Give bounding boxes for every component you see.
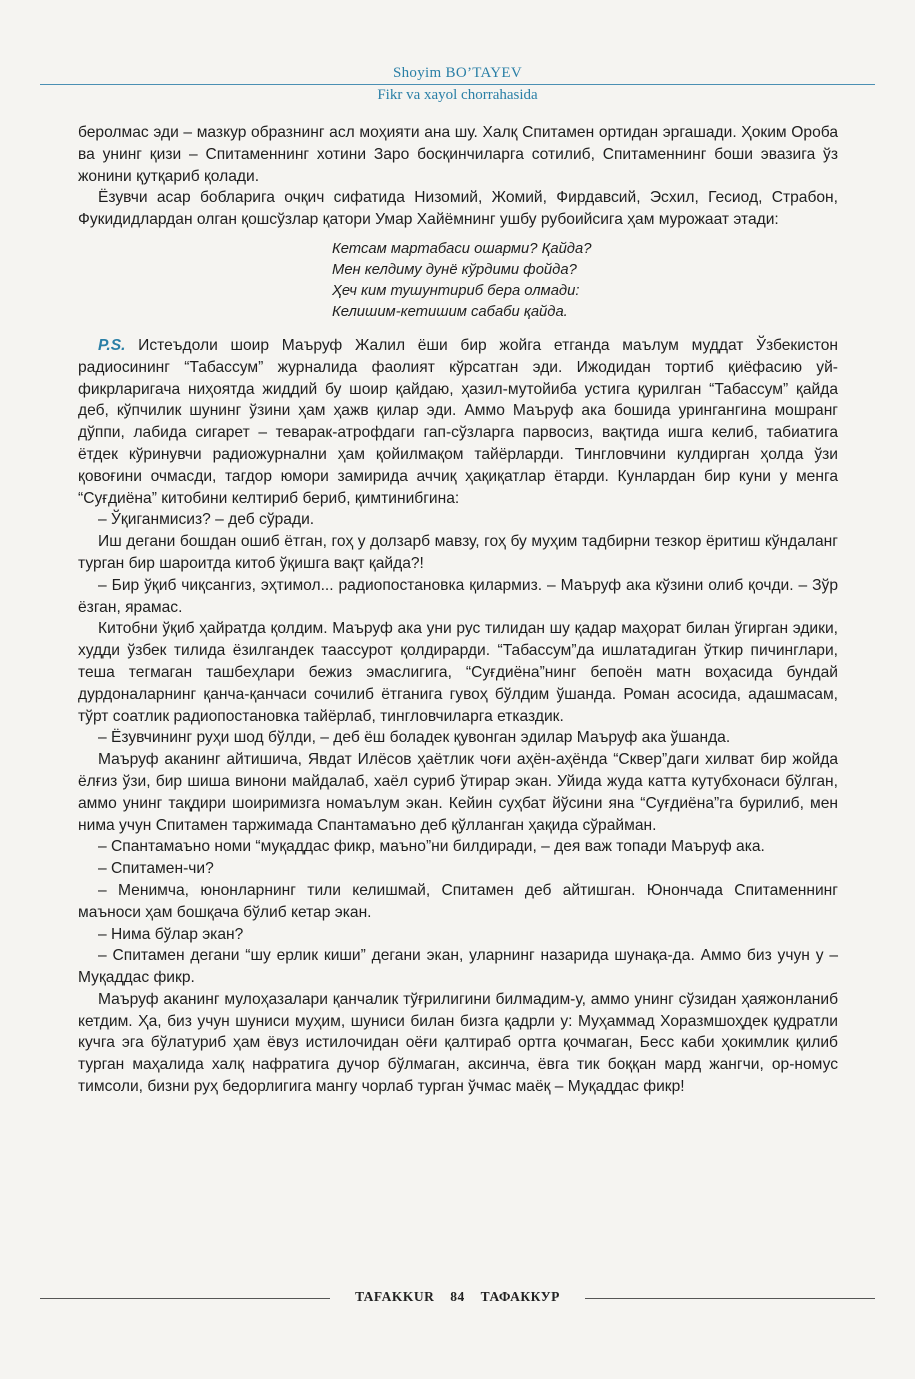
paragraph: Маъруф аканинг мулоҳазалари қанчалик тўғрилигини билмадим-у, аммо унинг сўзидан ҳаяжонланиб кетдим. Ҳа, биз учун шуниси муҳим, шуниси билан бизга қадрли у: Муҳаммад Хоразмшоҳдек қудратли кучга эга бўлатуриб ҳам ёвуз истилочидан оёғи қалтираб ортга қочмаган, Бесс каби ҳокимлик қилиб турган маҳалида халқ нафратига дучор бўлмаган, аксинча, ёвга тик боққан мард жангчи, ор-номус тимсоли, бизни руҳ бедорлигига мангу чорлаб турган ўчмас маёқ – Муқаддас фикр!	[78, 990, 838, 1096]
paragraph: – Спитамен дегани “шу ерлик киши” дегани экан, уларнинг назарида шунақа-да. Аммо биз учун у – Муқаддас фикр.	[78, 947, 838, 987]
paragraph: – Ўқиганмисиз? – деб сўради.	[98, 511, 315, 529]
paragraph: – Бир ўқиб чиқсангиз, эҳтимол... радиопостановка қилармиз. – Маъруф ака кўзини олиб қочди. – Зўр ёзган, ярамас.	[78, 576, 838, 616]
footer-label	[40, 1289, 875, 1305]
page-number: 84	[450, 1289, 465, 1304]
running-header	[0, 64, 915, 104]
paragraph: Китобни ўқиб ҳайратда қолдим. Маъруф ака уни рус тилидан шу қадар маҳорат билан ўгирган эдики, худди ўзбек тилида ёзилгандек таассурот қолдирарди. “Табассум”да ишлатадиган ўткир пичинглари, теша тегмаган ташбеҳлари бежиз эмаслигига, “Суғдиёна”нинг бепоён матн воҳасида бундай дурдоналарнинг қанча-қанчаси сочилиб ётганига гувоҳ бўлдим ўшанда. Роман асосида, адашмасам, тўрт соатлик радиопостановка тайёрлаб, тингловчиларга етказдик.	[78, 620, 838, 725]
paragraph: – Нима бўлар экан?	[98, 925, 244, 943]
running-footer	[40, 1289, 875, 1309]
paragraph: – Менимча, юнонларнинг тили келишмай, Спитамен деб айтишган. Юнончада Спитаменнинг маъноси ҳам бошқача бўлиб кетар экан.	[78, 881, 838, 921]
poem-line: Мен келдиму дунё кўрдими фойда?	[332, 261, 577, 278]
poem-line: Ҳеч ким тушунтириб бера олмади:	[332, 282, 580, 299]
paragraph: Маъруф аканинг айтишича, Явдат Илёсов ҳаётлик чоғи аҳён-аҳёнда “Сквер”даги хилват бир жойда ёлғиз ўзи, бир шиша винони майдалаб, хаёл суриб ўтирар экан. Уйида жуда катта кутубхонаси бўлган, аммо унинг тақдири шоиримизга номаълум экан. Кейин суҳбат йўсини яна “Суғдиёна”га бурилиб, мен нима учун Спитамен таржимада Спантамаъно деб қўлланган ҳақида сўрайман.	[78, 751, 838, 834]
footer-right-title: ТАФАККУР	[480, 1289, 560, 1304]
paragraph: беролмас эди – мазкур образнинг асл моҳияти ана шу. Халқ Спитамен ортидан эргашади. Ҳоким Ороба ва унинг қизи – Спитаменнинг хотини Заро босқинчиларга сотилиб, Спитаменнинг боши эвазига ўз жонини қутқариб қолади.	[78, 124, 838, 185]
header-author: Shoyim BO’TAYEV	[392, 65, 522, 81]
paragraph: Ёзувчи асар бобларига очқич сифатида Низомий, Жомий, Фирдавсий, Эсхил, Гесиод, Страбон, Фукидидлардан олган қошсўзлар қатори Умар Хайёмнинг ушбу рубоийсига ҳам мурожаат этади:	[78, 189, 838, 229]
ps-paragraph	[78, 335, 838, 509]
paragraph: – Спантамаъно номи “муқаддас фикр, маъно”ни билдиради, – дея важ топади Маъруф ака.	[98, 838, 765, 856]
footer-left-title: TAFAKKUR	[355, 1289, 435, 1304]
ps-label: P.S.	[98, 336, 126, 354]
poem-line: Келишим-кетишим сабаби қайда.	[332, 303, 568, 320]
header-rule	[40, 84, 875, 85]
header-subtitle: Fikr va xayol chorrahasida	[377, 87, 538, 103]
poem-line: Кетсам мартабаси ошарми? Қайда?	[332, 240, 592, 257]
article-body	[78, 122, 838, 1098]
paragraph: – Ёзувчининг руҳи шод бўлди, – деб ёш боладек қувонган эдилар Маъруф ака ўшанда.	[98, 729, 731, 747]
poem-quatrain	[332, 239, 838, 323]
paragraph: – Спитамен-чи?	[98, 860, 214, 878]
paragraph: Иш дегани бошдан ошиб ётган, гоҳ у долзарб мавзу, гоҳ бу муҳим тадбирни тезкор ёритиш кўндаланг турган бир шароитда китоб ўқишга вақт қайда?!	[78, 533, 838, 572]
ps-text: Истеъдоли шоир Маъруф Жалил ёши бир жойга етганда маълум муддат Ўзбекистон радиосининг “Табассум” журналида фаолият кўрсатган эди. Ижодидан тортиб қиёфасию уй-фикрларигача ниҳоятда жиддий бу шоир қайдаю, ҳазил-мутойиба устига қурилган “Табассум” қайда деб, кўпчилик шунинг ўзини ҳам ҳажв қилар эди. Аммо Маъруф ака бошида урингангина мошранг дўппи, лабида сигарет – теварак-атрофдаги гап-сўзларга парвосиз, вақтида ишга келиб, табиатига ётдек кўринувчи радиожурнални ҳам қойилмақом тайёрларди. Тингловчини кулдирган ҳолда ўзи қовоғини очмасди, тагдор юмори замирида аччиқ ҳақиқатлар ётарди. Кунлардан бир куни у менга “Суғдиёна” китобини келтириб бериб, қимтинибгина:	[78, 336, 838, 507]
